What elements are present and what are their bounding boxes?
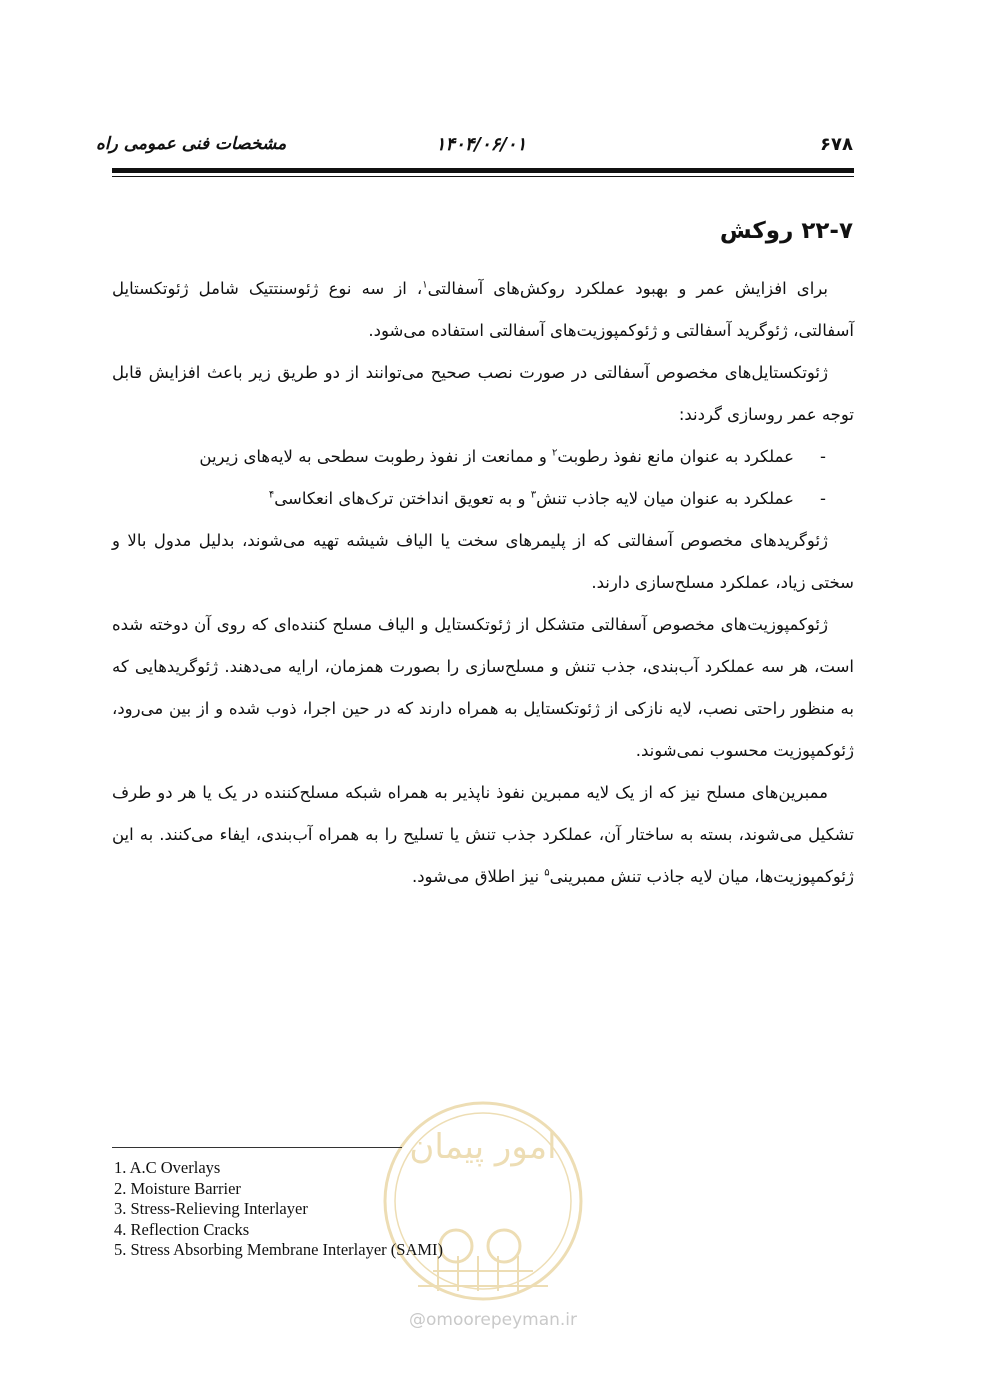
paragraph-5-text-b: نیز اطلاق می‌شود. <box>411 867 545 886</box>
paragraph-5 <box>112 772 854 898</box>
header-book-title: مشخصات فنی عمومی راه <box>96 134 287 154</box>
bullet-1-text-b: و ممانعت از نفوذ رطوبت سطحی به لایه‌های زیرین <box>199 447 553 466</box>
watermark-site: @omoorepeyman.ir <box>408 1310 578 1330</box>
bullet-2-text-b: و به تعویق انداختن ترک‌های انعکاسی <box>274 489 531 508</box>
body-text <box>112 268 854 898</box>
footnote-ref-3: ۳ <box>530 489 537 501</box>
paragraph-1 <box>112 268 854 352</box>
bullet-dash: - <box>820 489 826 508</box>
footnote-3: 3. Stress-Relieving Interlayer <box>114 1199 308 1218</box>
header-rule-thick <box>112 168 854 173</box>
header-rule-thin <box>112 176 854 177</box>
bullet-item-1 <box>112 436 826 478</box>
footnote-ref-5: ۵ <box>544 867 550 879</box>
footnote-5: 5. Stress Absorbing Membrane Interlayer (SAMI) <box>114 1240 444 1259</box>
footnote-4: 4. Reflection Cracks <box>114 1219 250 1239</box>
bullet-dash: - <box>820 447 826 466</box>
footnote-rule <box>112 1147 402 1148</box>
footnote-1: 1. A.C Overlays <box>114 1158 221 1177</box>
bullet-list <box>112 436 854 520</box>
bullet-1-text-a: عملکرد به عنوان مانع نفوذ رطوبت <box>557 447 794 466</box>
bullet-item-2 <box>112 478 826 520</box>
header-date: ۱۴۰۴/۰۶/۰۱ <box>435 134 527 155</box>
footnote-ref-2: ۲ <box>552 447 558 459</box>
page-number: ۶۷۸ <box>820 134 853 155</box>
paragraph-4: ژئوکمپوزیت‌های مخصوص آسفالتی متشکل از ژئوتکستایل و الیاف مسلح کننده‌ای که روی آن دوخته شده است، هر سه عملکرد آب‌بندی، جذب تنش و مسلح‌سازی را بصورت همزمان، ارایه می‌دهند. ژئوگریدهایی که به منظور راحتی نصب، لایه نازکی از ژئوتکستایل به همراه دارند که در حین اجرا، ذوب شده و از بین می‌رود، ژئوکمپوزیت محسوب نمی‌شوند. <box>112 615 854 760</box>
section-title: ۲۲-۷ روکش <box>719 218 853 244</box>
paragraph-2: ژئوتکستایل‌های مخصوص آسفالتی در صورت نصب صحیح می‌توانند از دو طریق زیر باعث افزایش قابل توجه عمر روسازی گردند: <box>112 363 854 424</box>
paragraph-1-text-a: برای افزایش عمر و بهبود عملکرد روکش‌های آسفالتی <box>427 279 828 298</box>
paragraph-3: ژئوگریدهای مخصوص آسفالتی که از پلیمرهای سخت یا الیاف شیشه تهیه می‌شوند، بدلیل مدول بالا و سختی زیاد، عملکرد مسلح‌سازی دارند. <box>112 531 854 592</box>
paragraph-1-text-b: ، از سه نوع ژئوسنتتیک شامل ژئوتکستایل آسفالتی، ژئوگرید آسفالتی و ژئوکمپوزیت‌های آسفالتی استفاده می‌شود. <box>112 279 854 340</box>
footnote-2: 2. Moisture Barrier <box>114 1178 241 1198</box>
paragraph-5-text-a: ممبرین‌های مسلح نیز که از یک لایه ممبرین نفوذ ناپذیر به همراه شبکه مسلح‌کننده در یک یا هر دو طرف تشکیل می‌شوند، بسته به ساختار آن، عملکرد جذب تنش یا تسلیح را به همراه آب‌بندی، ایفاء می‌کنند. به این ژئوکمپوزیت‌ها، میان لایه جاذب تنش ممبرینی <box>112 783 854 886</box>
footnotes <box>114 1158 443 1261</box>
bullet-2-text-a: عملکرد به عنوان میان لایه جاذب تنش <box>536 489 794 508</box>
svg-text:امور پیمان: امور پیمان <box>409 1127 557 1167</box>
footnote-ref-4: ۴ <box>268 489 275 501</box>
footnote-ref-1: ۱ <box>422 279 428 291</box>
